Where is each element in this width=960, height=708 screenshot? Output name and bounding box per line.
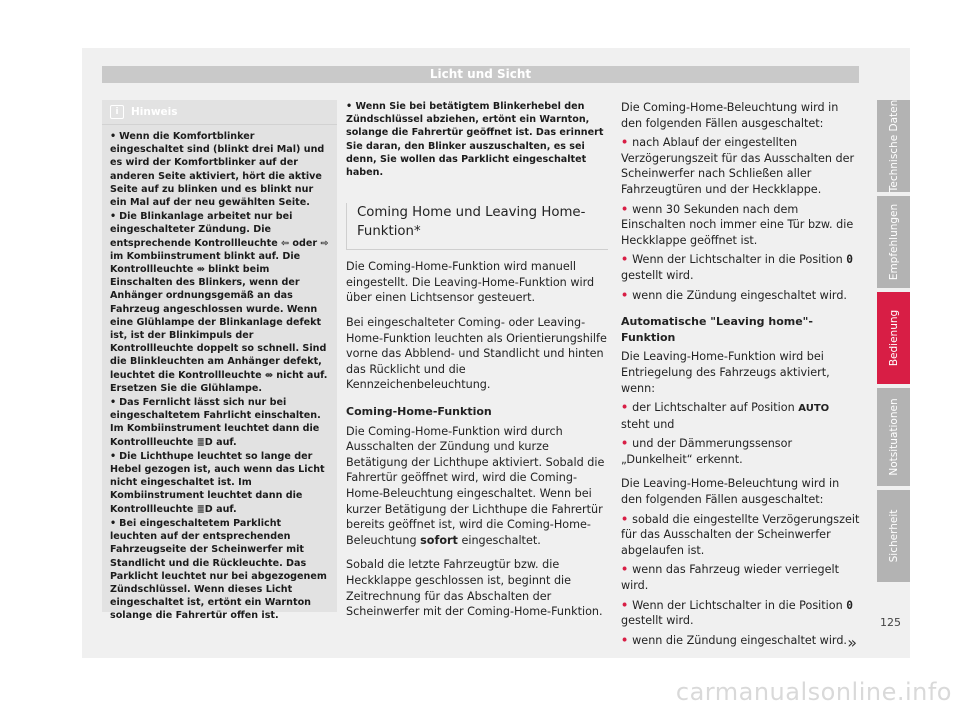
- note-heading: Hinweis: [131, 106, 178, 118]
- tab-bedienung[interactable]: Bedienung: [877, 292, 910, 384]
- bullet: •: [621, 437, 629, 451]
- tab-notsituationen[interactable]: Notsituationen: [877, 388, 910, 486]
- bullet: •: [621, 598, 629, 612]
- note-item: • Die Lichthupe leuchtet so lange der Hebel gezogen ist, auch wenn das Licht nicht eingeschaltet ist. Im Kombiinstrument leuchtet dann die Kontrollleuchte ≣D auf.: [110, 450, 325, 515]
- bullet: •: [621, 512, 629, 526]
- list-item: • wenn das Fahrzeug wieder verriegelt wird.: [621, 563, 839, 593]
- list-item: • wenn 30 Sekunden nach dem Einschalten noch immer eine Tür bzw. die Heckklappe geöffnet ist.: [621, 202, 854, 247]
- list-item: • wenn die Zündung eingeschaltet wird.: [621, 288, 847, 302]
- note-item: • Das Fernlicht lässt sich nur bei eingeschaltetem Fahrlicht einschalten. Im Kombiinstrument leuchtet dann die Kontrollleuchte ≣D auf.: [110, 397, 321, 448]
- paragraph: Die Leaving-Home-Funktion wird bei Entriegelung des Fahrzeugs aktiviert, wenn:: [621, 350, 830, 395]
- tab-sicherheit[interactable]: Sicherheit: [877, 490, 910, 582]
- emphasis: sofort: [420, 533, 458, 547]
- subheading: Coming-Home-Funktion: [346, 404, 492, 418]
- list-item: • und der Dämmerungssensor „Dunkelheit“ erkennt.: [621, 437, 793, 466]
- list-item: • Wenn der Lichtschalter in die Position 0 gestellt wird.: [621, 253, 854, 282]
- info-icon: i: [110, 105, 124, 119]
- list-item: • wenn die Zündung eingeschaltet wird. »: [621, 632, 857, 652]
- paragraph: Bei eingeschalteter Coming- oder Leaving-Home-Funktion leuchten als Orientierungshilfe vorne das Abblend- und Standlicht und hinten das Rücklicht und die Kennzeichenbeleuchtung.: [346, 316, 607, 392]
- continue-arrow-icon: »: [847, 632, 857, 652]
- switch-position: AUTO: [798, 403, 830, 415]
- list-item: • sobald die eingestellte Verzögerungszeit für das Ausschalten der Scheinwerfer abgelaufen ist.: [621, 512, 860, 557]
- note-body: [102, 125, 337, 623]
- tab-empfehlungen[interactable]: Empfehlungen: [877, 196, 910, 288]
- bullet: •: [621, 401, 629, 415]
- note-box: [102, 100, 337, 622]
- paragraph: Die Coming-Home-Funktion wird durch Ausschalten der Zündung und kurze Betätigung der Lichthupe aktiviert. Sobald die Fahrertür geöffnet wird, wird die Coming-Home-Beleuchtung eingeschaltet. Wenn bei kurzer Betätigung der Lichthupe die Fahrertür bereits geöffnet ist, wird die Coming-Home-Beleuchtung sofort eingeschaltet.: [346, 424, 605, 547]
- paragraph: Die Leaving-Home-Beleuchtung wird in den folgenden Fällen ausgeschaltet:: [621, 477, 840, 507]
- paragraph: Die Coming-Home-Beleuchtung wird in den folgenden Fällen ausgeschaltet:: [621, 101, 839, 130]
- subheading: Automatische "Leaving home"-Funktion: [621, 315, 813, 344]
- note-item: • Wenn die Komfortblinker eingeschaltet sind (blinkt drei Mal) und es wird der Komfortblinker auf der anderen Seite aktiviert, hört die aktive Seite auf zu blinken und es blinkt nur ein Mal auf der neu gewählten Seite.: [110, 131, 325, 209]
- middle-column: [346, 100, 608, 620]
- page-number: 125: [880, 616, 901, 629]
- right-column: [621, 100, 861, 652]
- paragraph: Sobald die letzte Fahrzeugtür bzw. die Heckklappe geschlossen ist, beginnt die Zeitrechnung für das Abschalten der Scheinwerfer mit der Coming-Home-Funktion.: [346, 558, 603, 619]
- switch-position: 0: [846, 253, 854, 267]
- list-item: • der Lichtschalter auf Position AUTO steht und: [621, 401, 830, 431]
- switch-position: 0: [846, 598, 854, 612]
- bullet: •: [621, 253, 629, 267]
- note-header: [102, 100, 337, 125]
- bullet: •: [621, 563, 629, 577]
- warning-paragraph: • Wenn Sie bei betätigtem Blinkerhebel den Zündschlüssel abziehen, ertönt ein Warnton, solange die Fahrertür geöffnet ist. Das erinnert Sie daran, den Blinker auszuschalten, es sei denn, Sie wollen das Parklicht eingeschaltet haben.: [346, 101, 604, 179]
- list-item: • nach Ablauf der eingestellten Verzögerungszeit für das Ausschalten der Scheinwerfer nach Schließen aller Fahrzeugtüren und der Heckklappe.: [621, 136, 855, 196]
- bullet: •: [621, 202, 629, 216]
- bullet: •: [621, 288, 629, 302]
- note-item: • Bei eingeschaltetem Parklicht leuchten auf der entsprechenden Fahrzeugseite der Scheinwerfer mit Standlicht und die Rückleuchte. Das Parklicht leuchtet nur bei abgezogenem Zündschlüssel. Wenn dieses Licht eingeschaltet ist, ertönt ein Warnton solange die Fahrertür offen ist.: [110, 517, 327, 622]
- note-item: • Die Blinkanlage arbeitet nur bei eingeschalteter Zündung. Die entsprechende Kontrollleuchte ⇦ oder ⇨ im Kombiinstrument blinkt auf. Die Kontrollleuchte ⇎ blinkt beim Einschalten des Blinkers, wenn der Anhänger ordnungsgemäß an das Fahrzeug angeschlossen wurde. Wenn eine Glühlampe der Blinkanlage defekt ist, ist der Blinkimpuls der Kontrollleuchte doppelt so schnell. Sind die Blinkleuchten am Anhänger defekt, leuchtet die Kontrollleuchte ⇎ nicht auf. Ersetzen Sie die Glühlampe.: [110, 211, 329, 394]
- list-item: • Wenn der Lichtschalter in die Position 0 gestellt wird.: [621, 598, 854, 628]
- tab-technische-daten[interactable]: Technische Daten: [877, 100, 910, 192]
- paragraph: Die Coming-Home-Funktion wird manuell eingestellt. Die Leaving-Home-Funktion wird über einen Lichtsensor gesteuert.: [346, 260, 595, 305]
- page-header: Licht und Sicht: [102, 66, 859, 83]
- bullet: •: [621, 136, 629, 150]
- watermark: carmanualsonline.info: [675, 678, 952, 706]
- bullet: •: [621, 633, 629, 647]
- section-title: Coming Home und Leaving Home-Funktion*: [346, 203, 608, 250]
